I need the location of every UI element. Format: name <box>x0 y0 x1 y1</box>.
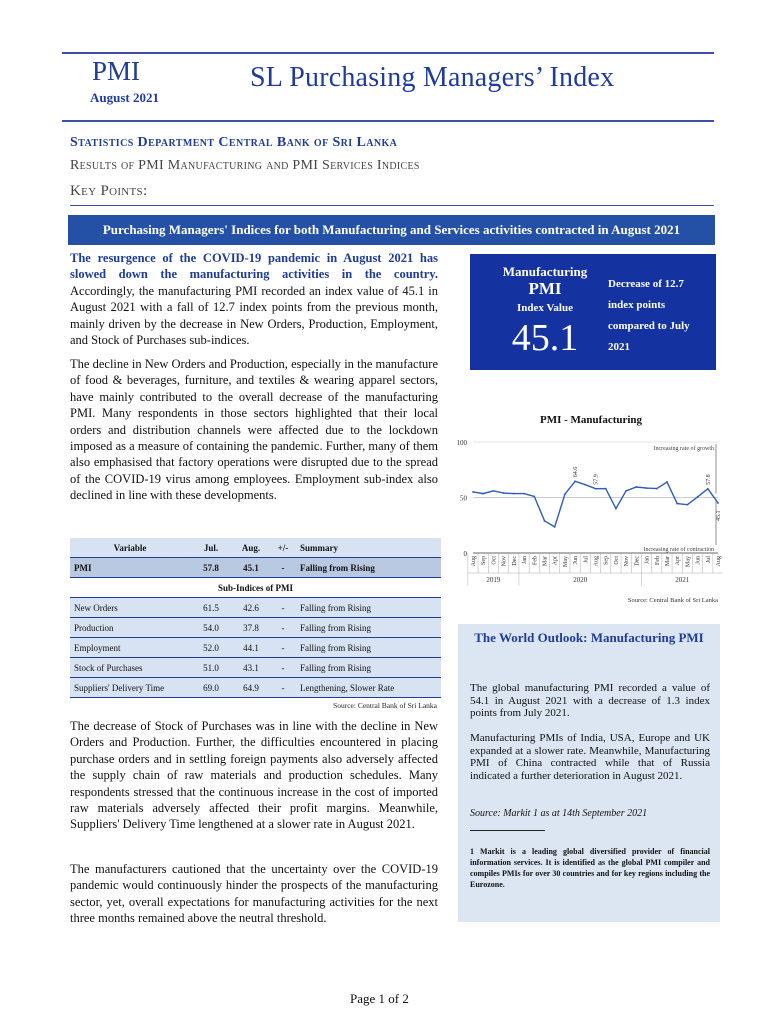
pmi-data-point <box>584 484 586 486</box>
table-cell: Falling from Rising <box>296 638 441 658</box>
y-tick-label: 0 <box>463 550 467 558</box>
x-tick-label: Feb <box>532 556 539 565</box>
x-tick-label: Aug <box>593 556 600 567</box>
table-cell: 37.8 <box>232 618 270 638</box>
table-source: Source: Central Bank of Sri Lanka <box>333 700 437 710</box>
results-heading: Results of PMI Manufacturing and PMI Services Indices <box>70 158 420 173</box>
outlook-title <box>458 630 720 646</box>
x-tick-label: May <box>685 556 692 567</box>
pmi-data-point <box>707 488 709 490</box>
kpi-label-index: Index Value <box>517 302 573 314</box>
x-tick-label: Aug <box>471 556 477 567</box>
pmi-data-point <box>513 493 515 495</box>
data-label: 45.1 <box>716 510 722 521</box>
year-label: 2019 <box>486 576 501 584</box>
world-outlook-box <box>458 624 720 922</box>
annotation-growth: Increasing rate of growth <box>653 446 714 452</box>
x-tick-label: Jan <box>522 556 529 564</box>
pmi-data-point <box>574 480 576 482</box>
kpi-label-pmi: PMI <box>528 279 562 298</box>
pmi-data-point <box>503 492 505 494</box>
pmi-data-point <box>697 496 699 498</box>
lead-text: Accordingly, the manufacturing PMI recorded an index value of 45.1 in August 2021 with a fall of 12.7 index points from the previous month, mainly driven by the decrease in New Orders, Production, Employment, and Stock of Purchases sub-indices. <box>70 283 438 348</box>
table-row <box>70 678 441 698</box>
table-row <box>70 638 441 658</box>
table-header-cell: +/- <box>270 538 296 558</box>
table-cell: 43.1 <box>232 658 270 678</box>
y-tick-label: 100 <box>456 439 467 447</box>
table-row <box>70 598 441 618</box>
x-tick-label: Jul <box>705 556 712 564</box>
x-tick-label: Sep <box>481 556 488 565</box>
table-row <box>70 618 441 638</box>
kpi-label: Manufacturing <box>502 264 588 279</box>
x-tick-label: Apr <box>552 556 559 566</box>
pmi-data-point <box>676 503 678 505</box>
kpi-note: Decrease of 12.7 index points compared to July 2021 <box>608 278 690 353</box>
header-rule <box>62 52 714 54</box>
pmi-data-point <box>544 520 546 522</box>
paragraph-2: The decline in New Orders and Production, especially in the manufacture of food & beverages, furniture, and textiles & wearing apparel sectors, have mainly contributed to the overall decrease of the manufacturing PMI. Many respondents in those sectors highlighted that their local orders and distribution channels were affected due to the lockdown imposed as a measure of containing the pandemic. Further, many of them also emphasised that factory operations were disrupted due to the spread of the COVID-19 virus among employees. Employment sub-index also declined in line with these developments. <box>70 357 438 503</box>
table-cell: Stock of Purchases <box>70 658 190 678</box>
outlook-footnote: 1 Markit is a leading global diversified provider of financial information services. It is identified as the global PMI compiler and compiles PMIs for over 30 countries and for key regions including the Eurozone. <box>470 847 710 889</box>
table-cell: 52.0 <box>190 638 232 658</box>
table-cell: - <box>270 598 296 618</box>
pmi-data-point <box>523 493 525 495</box>
table-cell: Production <box>70 618 190 638</box>
table-cell: - <box>270 618 296 638</box>
kpi-value: 45.1 <box>511 317 579 359</box>
table-cell: Falling from Rising <box>296 558 441 578</box>
page-number: Page 1 of 2 <box>350 991 409 1006</box>
table-cell: - <box>270 658 296 678</box>
footnote-rule <box>470 830 545 831</box>
x-tick-label: Feb <box>654 556 661 565</box>
pmi-data-point <box>493 490 495 492</box>
table-cell: Falling from Rising <box>296 598 441 618</box>
table-cell: Employment <box>70 638 190 658</box>
x-tick-label: Nov <box>501 556 508 567</box>
table-cell: PMI <box>70 558 190 578</box>
pmi-data-point <box>472 491 474 493</box>
pmi-data-point <box>686 504 688 506</box>
pmi-data-point <box>605 488 607 490</box>
x-tick-label: Apr <box>675 556 682 566</box>
table-row <box>70 658 441 678</box>
outlook-title-text: The World Outlook: Manufacturing PMI <box>474 630 704 645</box>
pmi-data-point <box>482 493 484 495</box>
x-tick-label: Sep <box>603 556 610 565</box>
paragraph-3: The decrease of Stock of Purchases was in line with the decline in New Orders and Production. Further, the difficulties encountered in placing purchase orders and in settling foreign payments also adversely affected the supply chain of raw materials and production schedules. Many respondents stressed that the continuous increase in the cost of imported raw materials adversely affected their profit margins. Meanwhile, Suppliers' Delivery Time lengthened at a slower rate in August 2021. <box>70 719 438 832</box>
table-cell: Falling from Rising <box>296 658 441 678</box>
table-header-cell: Summary <box>296 538 441 558</box>
x-tick-label: Jul <box>583 556 590 564</box>
table-cell: New Orders <box>70 598 190 618</box>
x-tick-label: Dec <box>511 556 518 566</box>
table-row-pmi <box>70 558 441 578</box>
data-label: 57.8 <box>705 474 712 485</box>
pmi-data-point <box>635 486 637 488</box>
outlook-paragraph-1: The global manufacturing PMI recorded a value of 54.1 in August 2021 with a decrease of 1.3 index points from July 2021. <box>470 682 710 719</box>
table-cell: - <box>270 558 296 578</box>
department-heading: Statistics Department Central Bank of Sri Lanka <box>70 135 398 150</box>
page-title: SL Purchasing Managers’ Index <box>250 62 615 93</box>
table-header-cell: Jul. <box>190 538 232 558</box>
table-subheading-row <box>70 578 441 598</box>
x-tick-label: Dec <box>634 556 641 566</box>
x-tick-label: Oct <box>491 556 498 565</box>
table-source-row <box>70 698 441 713</box>
year-label: 2021 <box>675 576 690 584</box>
lead-bold-text: The resurgence of the COVID-19 pandemic in August 2021 has slowed down the manufacturing activities in the country. <box>70 251 438 282</box>
pmi-data-point <box>533 495 535 497</box>
pmi-data-point <box>666 481 668 483</box>
table-cell: Suppliers' Delivery Time <box>70 678 190 698</box>
table-cell: 54.0 <box>190 618 232 638</box>
pmi-data-point <box>625 490 627 492</box>
pmi-data-point <box>564 493 566 495</box>
paragraph-4: The manufacturers cautioned that the uncertainty over the COVID-19 pandemic would continuously hinder the prospects of the manufacturing sector, yet, overall expectations for manufacturing activities for the next three months remained above the neutral threshold. <box>70 862 438 926</box>
table-cell: 44.1 <box>232 638 270 658</box>
table-cell: 45.1 <box>232 558 270 578</box>
x-tick-label: Jun <box>573 556 580 565</box>
table-cell: 42.6 <box>232 598 270 618</box>
table-cell: - <box>270 638 296 658</box>
pmi-data-point <box>646 487 648 489</box>
outlook-source: Source: Markit 1 as at 14th September 2021 <box>470 808 648 819</box>
chart-title: PMI - Manufacturing <box>540 414 643 426</box>
x-tick-label: Jun <box>695 556 702 565</box>
y-tick-label: 50 <box>460 494 467 503</box>
chart-source: Source: Central Bank of Sri Lanka <box>627 597 718 604</box>
pmi-line-chart <box>450 430 725 608</box>
key-points-heading: Key Points: <box>70 183 148 199</box>
pmi-data-point <box>717 502 719 504</box>
paragraph-lead <box>70 250 438 348</box>
pmi-data-point <box>656 488 658 490</box>
kpi-card <box>470 254 716 370</box>
table-cell: Falling from Rising <box>296 618 441 638</box>
pmi-label: PMI <box>92 56 141 86</box>
pmi-data-point <box>615 508 617 510</box>
table-cell: 69.0 <box>190 678 232 698</box>
pmi-table <box>70 538 441 712</box>
table-cell: - <box>270 678 296 698</box>
pmi-data-point <box>595 488 597 490</box>
data-label: 64.6 <box>573 466 580 478</box>
table-cell: 51.0 <box>190 658 232 678</box>
x-tick-label: Aug <box>716 556 722 567</box>
year-label: 2020 <box>573 576 588 584</box>
table-header-cell: Aug. <box>232 538 270 558</box>
table-header-cell: Variable <box>70 538 190 558</box>
table-cell: Lengthening, Slower Rate <box>296 678 441 698</box>
x-tick-label: Oct <box>613 556 620 565</box>
header-rule-bottom <box>62 120 714 122</box>
table-cell: 57.8 <box>190 558 232 578</box>
x-tick-label: Jan <box>644 556 651 564</box>
pmi-data-point <box>554 526 556 528</box>
outlook-paragraph-2: Manufacturing PMIs of India, USA, Europe and UK expanded at a slower rate. Meanwhile, Manufacturing PMI of China contracted while that of Russia indicated a further deterioration in August 2021. <box>470 732 710 782</box>
table-cell: 64.9 <box>232 678 270 698</box>
key-points-rule <box>70 205 714 206</box>
x-tick-label: Mar <box>664 556 671 566</box>
table-cell: 61.5 <box>190 598 232 618</box>
x-tick-label: May <box>562 556 569 567</box>
table-header-row <box>70 538 441 558</box>
data-label: 57.9 <box>593 474 600 485</box>
annotation-contraction: Increasing rate of contraction <box>643 547 714 553</box>
headline-banner: Purchasing Managers' Indices for both Manufacturing and Services activities contracted in August 2021 <box>68 215 715 245</box>
x-tick-label: Mar <box>542 556 549 566</box>
report-date: August 2021 <box>90 90 159 105</box>
x-tick-label: Nov <box>624 556 631 567</box>
table-subheading: Sub-Indices of PMI <box>70 578 441 598</box>
